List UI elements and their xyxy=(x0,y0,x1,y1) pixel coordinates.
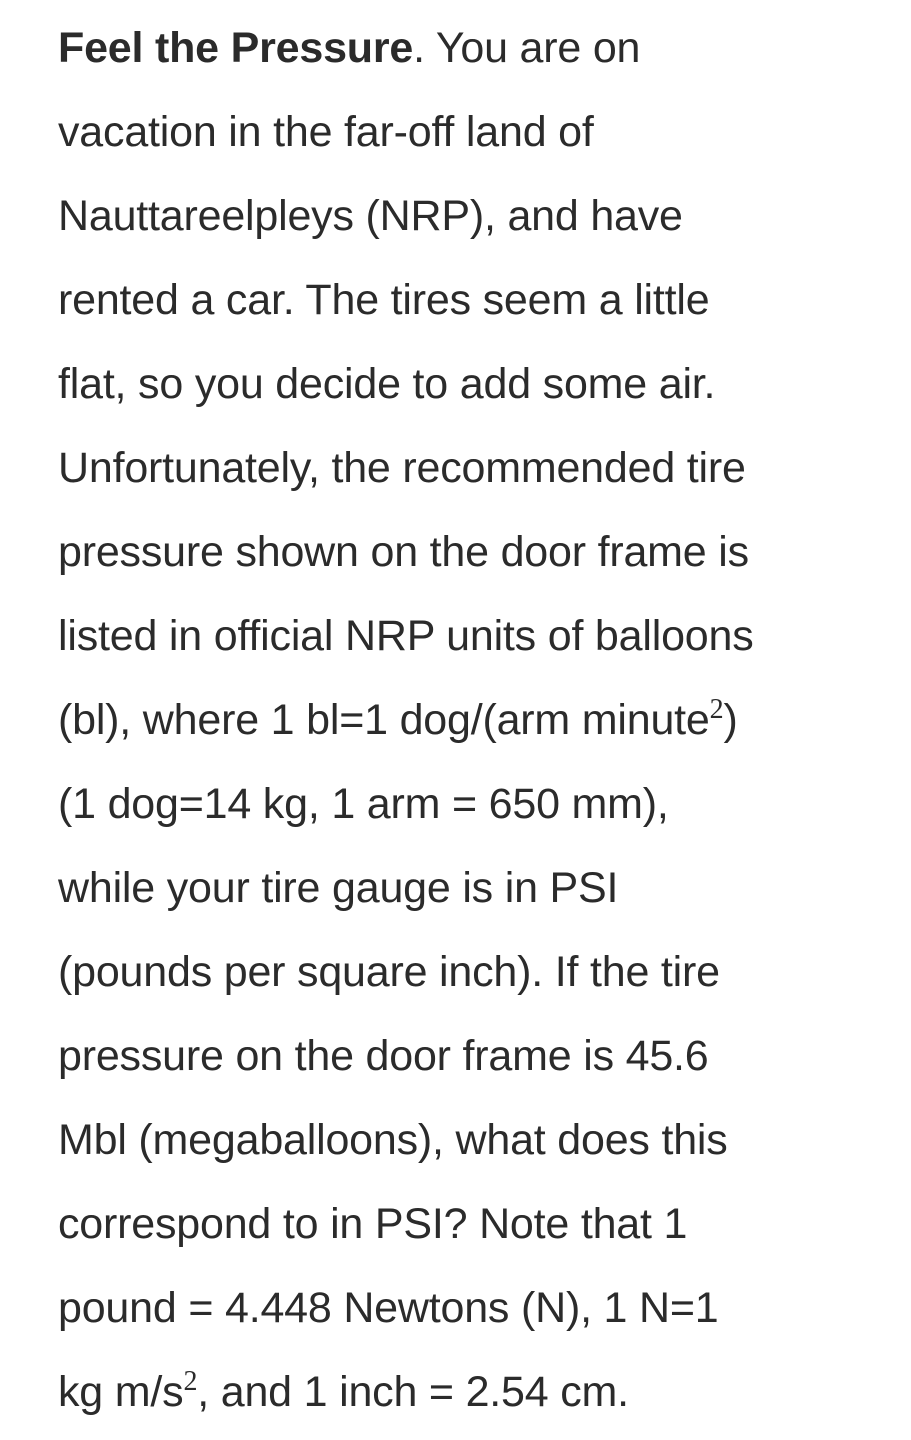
text-line: Nauttareelpleys (NRP), and have xyxy=(58,192,683,240)
text-line: rented a car. The tires seem a little xyxy=(58,276,710,324)
text-line: Mbl (megaballoons), what does this xyxy=(58,1116,728,1164)
superscript-exponent: 2 xyxy=(183,1366,198,1397)
problem-text xyxy=(58,6,878,1434)
text-line: listed in official NRP units of balloons xyxy=(58,612,754,660)
text-line: (pounds per square inch). If the tire xyxy=(58,948,720,996)
text-line: Unfortunately, the recommended tire xyxy=(58,444,746,492)
text-segment: ) xyxy=(723,696,738,744)
text-segment: kg m/s xyxy=(58,1368,184,1416)
text-line xyxy=(58,1350,878,1434)
text-line: while your tire gauge is in PSI xyxy=(58,864,619,912)
text-line: correspond to in PSI? Note that 1 xyxy=(58,1200,688,1248)
text-line: vacation in the far-off land of xyxy=(58,108,594,156)
text-segment: , and 1 inch = 2.54 cm. xyxy=(197,1368,629,1416)
text-line: (1 dog=14 kg, 1 arm = 650 mm), xyxy=(58,780,669,828)
text-line: pressure on the door frame is 45.6 xyxy=(58,1032,709,1080)
text-line xyxy=(58,6,878,90)
text-line: flat, so you decide to add some air. xyxy=(58,360,716,408)
problem-title: Feel the Pressure xyxy=(58,24,414,72)
text-line xyxy=(58,678,878,762)
superscript-exponent: 2 xyxy=(709,694,724,725)
text-segment: . You are on xyxy=(413,24,641,72)
text-line: pound = 4.448 Newtons (N), 1 N=1 xyxy=(58,1284,719,1332)
text-line: pressure shown on the door frame is xyxy=(58,528,749,576)
text-segment: (bl), where 1 bl=1 dog/(arm minute xyxy=(58,696,710,744)
